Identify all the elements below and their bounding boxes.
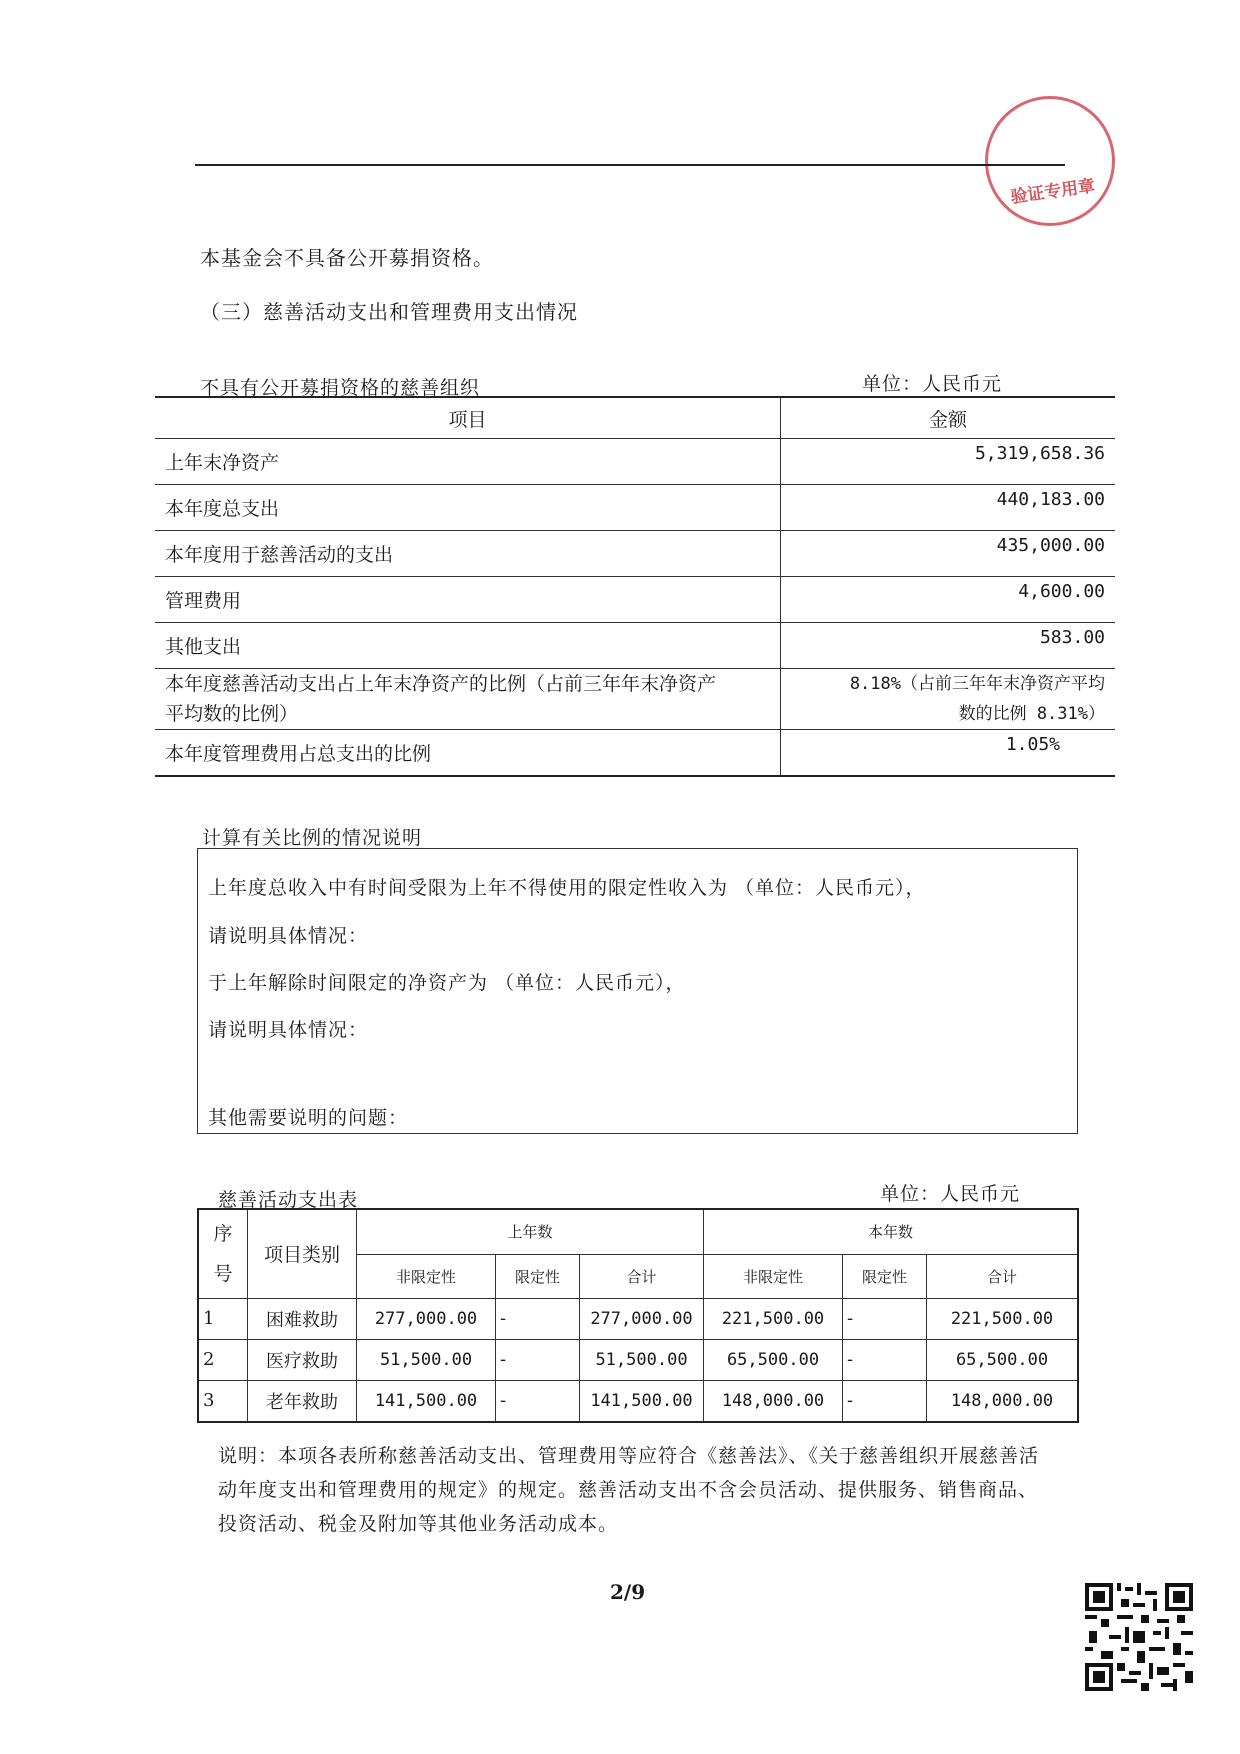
table2-caption: 慈善活动支出表 bbox=[218, 1189, 359, 1211]
table-row bbox=[198, 1339, 1078, 1380]
table1-unit: 单位：人民币元 bbox=[862, 373, 1003, 395]
row-amount: 440,183.00 bbox=[781, 485, 1116, 531]
row-amount: 583.00 bbox=[781, 623, 1116, 669]
row-amount: 435,000.00 bbox=[781, 531, 1116, 577]
page-number: 2/9 bbox=[610, 1580, 646, 1604]
cell-category: 困难救助 bbox=[248, 1298, 357, 1339]
section-heading: （三）慈善活动支出和管理费用支出情况 bbox=[200, 300, 578, 324]
explain-line1: 上年度总收入中有时间受限为上年不得使用的限定性收入为 （单位：人民币元）， bbox=[208, 877, 926, 899]
header-curr-total: 合计 bbox=[927, 1254, 1079, 1298]
cell-prev-res: - bbox=[496, 1298, 580, 1339]
cell-curr-total: 148,000.00 bbox=[927, 1380, 1079, 1422]
charity-expense-table bbox=[197, 1208, 1079, 1423]
cell-prev-nonres: 277,000.00 bbox=[357, 1298, 496, 1339]
qr-code-icon bbox=[1085, 1583, 1193, 1691]
row-amount: 4,600.00 bbox=[781, 577, 1116, 623]
row-amount bbox=[781, 669, 1116, 730]
table1-caption: 不具有公开募捐资格的慈善组织 bbox=[200, 377, 481, 399]
table-row bbox=[155, 623, 1115, 669]
header-rule bbox=[195, 164, 1065, 166]
explain-line2: 请说明具体情况： bbox=[208, 925, 369, 947]
row-item: 其他支出 bbox=[155, 623, 781, 669]
row-amount: 1.05% bbox=[781, 730, 1116, 777]
verification-stamp bbox=[985, 96, 1115, 226]
header-curr-year: 本年数 bbox=[704, 1209, 1079, 1254]
cell-prev-total: 141,500.00 bbox=[580, 1380, 704, 1422]
header-seq bbox=[198, 1209, 248, 1298]
note-line2: 动年度支出和管理费用的规定》的规定。慈善活动支出不含会员活动、提供服务、销售商品、 bbox=[218, 1479, 1039, 1501]
header-curr-nonres: 非限定性 bbox=[704, 1254, 843, 1298]
explain-line3: 于上年解除时间限定的净资产为 （单位：人民币元）， bbox=[208, 972, 686, 994]
row-item: 上年末净资产 bbox=[155, 439, 781, 485]
header-seq-a: 序 bbox=[213, 1222, 233, 1245]
header-prev-nonres: 非限定性 bbox=[357, 1254, 496, 1298]
cell-curr-total: 221,500.00 bbox=[927, 1298, 1079, 1339]
cell-curr-res: - bbox=[843, 1298, 927, 1339]
row-amount-line2: 数的比例 8.31%） bbox=[958, 704, 1105, 724]
cell-curr-nonres: 65,500.00 bbox=[704, 1339, 843, 1380]
table-row bbox=[155, 730, 1115, 777]
header-prev-total: 合计 bbox=[580, 1254, 704, 1298]
table-row bbox=[155, 439, 1115, 485]
row-item-line2: 平均数的比例） bbox=[165, 703, 299, 725]
row-item-line1: 本年度慈善活动支出占上年末净资产的比例（占前三年年末净资产 bbox=[165, 673, 717, 695]
header-prev-year: 上年数 bbox=[357, 1209, 704, 1254]
explain-line5: 其他需要说明的问题： bbox=[208, 1107, 409, 1129]
stamp-text: 验证专用章 bbox=[1009, 176, 1097, 208]
cell-curr-res: - bbox=[843, 1380, 927, 1422]
row-item bbox=[155, 669, 781, 730]
header-amount: 金额 bbox=[781, 397, 1116, 439]
cell-prev-res: - bbox=[496, 1380, 580, 1422]
cell-curr-total: 65,500.00 bbox=[927, 1339, 1079, 1380]
note-line3: 投资活动、税金及附加等其他业务活动成本。 bbox=[218, 1513, 619, 1535]
explain-box bbox=[197, 848, 1078, 1134]
explain-line4: 请说明具体情况： bbox=[208, 1019, 369, 1041]
row-item: 管理费用 bbox=[155, 577, 781, 623]
table-header-row bbox=[198, 1209, 1078, 1254]
cell-seq: 3 bbox=[198, 1380, 248, 1422]
cell-seq: 2 bbox=[198, 1339, 248, 1380]
table-row bbox=[198, 1298, 1078, 1339]
table-row bbox=[155, 531, 1115, 577]
cell-prev-total: 277,000.00 bbox=[580, 1298, 704, 1339]
row-item: 本年度用于慈善活动的支出 bbox=[155, 531, 781, 577]
table2-unit: 单位：人民币元 bbox=[880, 1183, 1021, 1205]
cell-curr-nonres: 148,000.00 bbox=[704, 1380, 843, 1422]
header-curr-res: 限定性 bbox=[843, 1254, 927, 1298]
table-row bbox=[155, 577, 1115, 623]
table-header-row bbox=[155, 397, 1115, 439]
header-prev-res: 限定性 bbox=[496, 1254, 580, 1298]
header-seq-b: 号 bbox=[213, 1262, 233, 1285]
cell-prev-nonres: 51,500.00 bbox=[357, 1339, 496, 1380]
table-row bbox=[155, 669, 1115, 730]
cell-prev-res: - bbox=[496, 1339, 580, 1380]
cell-category: 医疗救助 bbox=[248, 1339, 357, 1380]
cell-curr-res: - bbox=[843, 1339, 927, 1380]
cell-prev-nonres: 141,500.00 bbox=[357, 1380, 496, 1422]
row-amount: 5,319,658.36 bbox=[781, 439, 1116, 485]
note-line1: 说明：本项各表所称慈善活动支出、管理费用等应符合《慈善法》、《关于慈善组织开展慈善活 bbox=[218, 1445, 1040, 1467]
row-amount-line1: 8.18%（占前三年年末净资产平均 bbox=[849, 674, 1105, 694]
net-assets-table bbox=[155, 396, 1115, 777]
row-item: 本年度总支出 bbox=[155, 485, 781, 531]
cell-prev-total: 51,500.00 bbox=[580, 1339, 704, 1380]
cell-seq: 1 bbox=[198, 1298, 248, 1339]
table-row bbox=[155, 485, 1115, 531]
header-category: 项目类别 bbox=[248, 1209, 357, 1298]
row-item: 本年度管理费用占总支出的比例 bbox=[155, 730, 781, 777]
intro-line: 本基金会不具备公开募捐资格。 bbox=[200, 246, 494, 270]
table-row bbox=[198, 1380, 1078, 1422]
header-item: 项目 bbox=[155, 397, 781, 439]
cell-curr-nonres: 221,500.00 bbox=[704, 1298, 843, 1339]
cell-category: 老年救助 bbox=[248, 1380, 357, 1422]
explain-title: 计算有关比例的情况说明 bbox=[202, 827, 423, 849]
